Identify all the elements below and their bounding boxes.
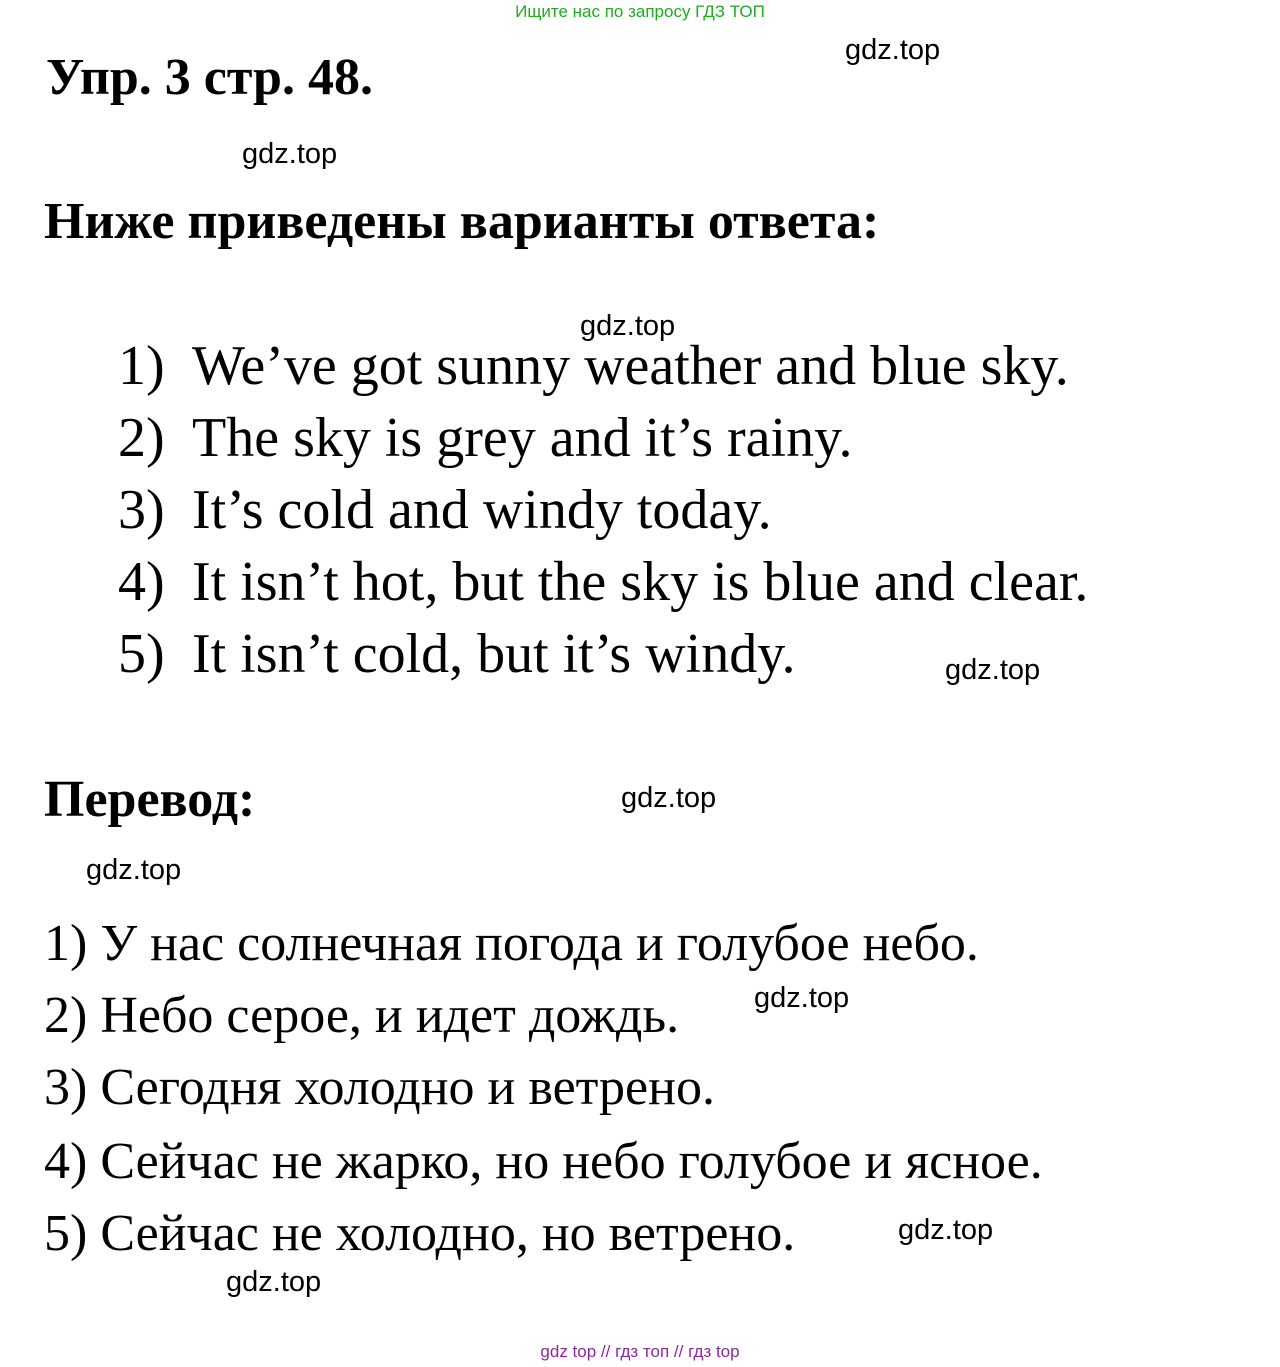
item-text: We’ve got sunny weather and blue sky. xyxy=(192,335,1069,397)
top-banner[interactable]: Ищите нас по запросу ГДЗ ТОП xyxy=(515,2,765,21)
watermark: gdz.top xyxy=(242,138,338,170)
item-number: 2) xyxy=(118,407,165,469)
translation-item: 5) Сейчас не холодно, но ветрено. xyxy=(44,1205,796,1262)
answers-heading: Ниже приведены варианты ответа: xyxy=(44,193,880,250)
watermark: gdz.top xyxy=(226,1266,322,1298)
translation-item: 3) Сегодня холодно и ветрено. xyxy=(44,1059,715,1116)
list-item xyxy=(118,551,1089,613)
list-item xyxy=(118,407,853,469)
watermark: gdz.top xyxy=(898,1214,994,1246)
page-title: Упр. 3 стр. 48. xyxy=(46,49,373,106)
list-item xyxy=(118,335,1069,397)
item-text: The sky is grey and it’s rainy. xyxy=(192,407,853,469)
watermark: gdz.top xyxy=(754,982,850,1014)
watermark: gdz.top xyxy=(580,310,676,342)
watermark: gdz.top xyxy=(86,854,182,886)
watermark: gdz.top xyxy=(845,34,941,66)
item-text: It isn’t hot, but the sky is blue and clear. xyxy=(192,551,1089,613)
footer-links[interactable]: gdz top // гдз топ // гдз top xyxy=(540,1342,740,1361)
translation-item: 4) Сейчас не жарко, но небо голубое и ясное. xyxy=(44,1133,1043,1190)
item-number: 5) xyxy=(118,623,165,685)
item-number: 1) xyxy=(118,335,165,397)
watermark: gdz.top xyxy=(621,782,717,814)
item-text: It isn’t cold, but it’s windy. xyxy=(192,623,796,685)
item-number: 4) xyxy=(118,551,165,613)
translation-item: 1) У нас солнечная погода и голубое небо. xyxy=(44,915,979,972)
list-item xyxy=(118,623,796,685)
watermark: gdz.top xyxy=(945,654,1041,686)
item-number: 3) xyxy=(118,479,165,541)
translation-heading: Перевод: xyxy=(44,771,256,828)
item-text: It’s cold and windy today. xyxy=(192,479,772,541)
list-item xyxy=(118,479,772,541)
translation-item: 2) Небо серое, и идет дождь. xyxy=(44,987,680,1044)
